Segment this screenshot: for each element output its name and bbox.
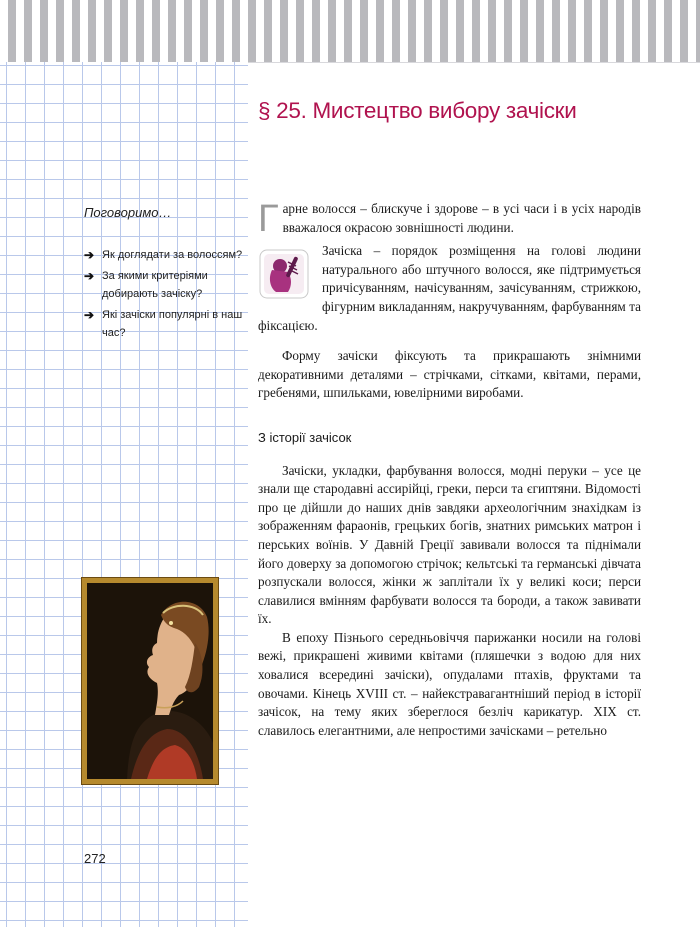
arrow-right-icon: ➔ bbox=[84, 248, 95, 262]
paragraph-fixing: Форму зачіски фіксують та прикрашають знімними декоративними деталями – стрічками, сітками, квітами, перами, гребенями, шпильками, ювелірними виробами. bbox=[258, 348, 641, 401]
question-item bbox=[84, 306, 244, 342]
question-item bbox=[84, 267, 244, 303]
definition-block bbox=[258, 242, 641, 335]
renaissance-portrait-image bbox=[82, 578, 218, 784]
top-stripe-decoration bbox=[0, 0, 700, 63]
definition-text: Зачіска – порядок розміщення на голові людини натурального або штучного волосся, яке підтримується причісуванням, начісуванням, зачісуванням, стрижкою, фігурним викладанням, накручуванням, фарбуванням та фіксацією. bbox=[258, 243, 641, 333]
question-item bbox=[84, 246, 244, 264]
history-paragraph-1: Зачіски, укладки, фарбування волосся, модні перуки – усе це знали ще стародавні ассирійці, греки, перси та єгиптяни. Відомості про це дійшли до наших днів завдяки археологічним знахідкам із зображенням фараонів, грецьких богів, знатних римських матрон і перських воїнів. У Давній Греції завивали волосся та піднімали його доверху за допомогою стрічок; кельтські та германські дівчата розпускали волосся, жінки ж заплітали їх у великі коси; перси славилися вмінням фарбувати волосся та бороди, а також завивати їх. bbox=[258, 462, 641, 627]
question-text: Які зачіски популярні в наш час? bbox=[102, 309, 243, 339]
arrow-right-icon: ➔ bbox=[84, 269, 95, 283]
main-text-column bbox=[258, 200, 641, 740]
arrow-right-icon: ➔ bbox=[84, 308, 95, 322]
comb-brush-icon bbox=[258, 248, 310, 300]
intro-paragraph bbox=[258, 198, 641, 240]
page-title: § 25. Мистецтво вибору зачіски bbox=[258, 98, 577, 123]
section-subheading: З історії зачісок bbox=[258, 429, 352, 445]
grid-margin-background bbox=[0, 62, 248, 927]
question-text: Як доглядати за волоссям? bbox=[102, 249, 243, 261]
discussion-heading: Поговоримо… bbox=[84, 205, 172, 220]
history-paragraph-2: В епоху Пізнього середньовіччя парижанки носили на голові вежі, прикрашені живими квітами (пляшечки з водою для них ховалися всередині зачіски), опудалами птахів, фруктами та овочами. Кінець XVIII ст. – найекстравагантніший період в історії зачісок, на тему яких збереглося безліч карикатур. XIX ст. славилось елегантними, але непростими зачісками – ретельно bbox=[258, 629, 641, 738]
discussion-sidebar bbox=[84, 205, 244, 345]
question-text: За якими критеріями добирають зачіску? bbox=[102, 270, 208, 300]
question-list bbox=[84, 246, 244, 342]
drop-cap: Г bbox=[258, 198, 279, 240]
intro-text: арне волосся – блискуче і здорове – в усі часи і в усіх народів вважалося окрасою зовнішності людини. bbox=[282, 201, 641, 235]
page-number: 272 bbox=[84, 851, 106, 866]
